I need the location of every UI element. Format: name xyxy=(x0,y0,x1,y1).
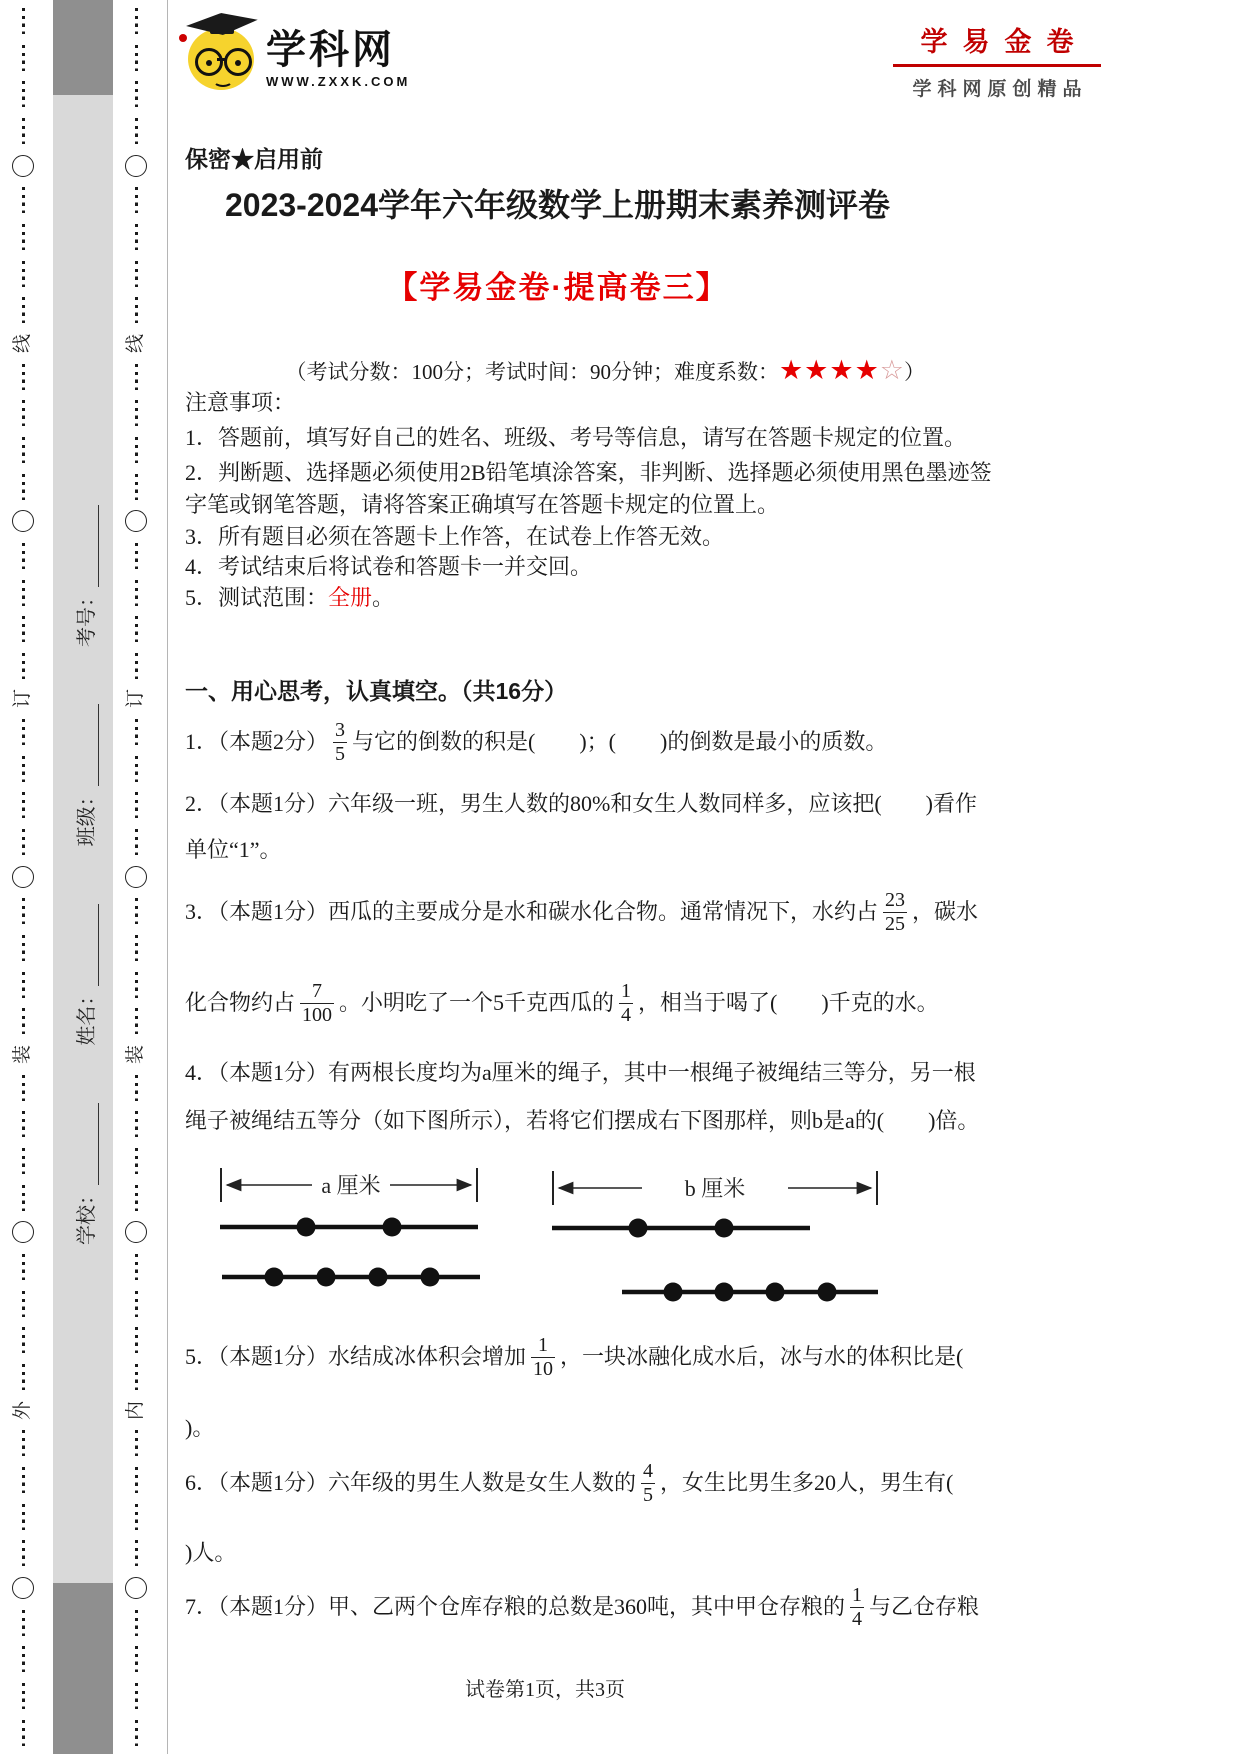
binding-dots xyxy=(135,1327,138,1353)
tassel-icon xyxy=(179,34,187,42)
school-field xyxy=(70,1103,99,1245)
binding-dots xyxy=(22,792,25,818)
binding-dots xyxy=(135,1291,138,1317)
question-4-line2: 绳子被绳结五等分（如下图所示），若将它们摆成右下图那样，则b是a的( )倍。 xyxy=(185,1108,980,1133)
binding-circle-icon xyxy=(125,866,147,888)
question-6-line2: )人。 xyxy=(185,1540,237,1565)
binding-dots xyxy=(22,1254,25,1280)
binding-dots xyxy=(22,1148,25,1174)
figure-a xyxy=(220,1168,480,1287)
q5-pre: 5．（本题1分）水结成冰体积会增加 xyxy=(185,1344,527,1369)
binding-dots xyxy=(22,474,25,500)
binding-dots xyxy=(22,1720,25,1746)
name-blank-line xyxy=(76,904,99,986)
binding-dots xyxy=(22,543,25,569)
binding-dots xyxy=(135,400,138,426)
binding-dots xyxy=(135,719,138,745)
binding-dots xyxy=(135,935,138,961)
binding-char: 线 xyxy=(125,333,147,353)
question-3-line2 xyxy=(185,975,939,1031)
smile-icon xyxy=(213,74,233,87)
binding-dots xyxy=(135,1364,138,1390)
fraction-1-10: $\frac{1}{10}$ xyxy=(533,1334,554,1380)
binding-dots xyxy=(135,792,138,818)
q1-post: 与它的倒数的积是( )；( )的倒数是最小的质数。 xyxy=(352,729,888,754)
binding-dots xyxy=(22,829,25,855)
binding-dots xyxy=(22,1075,25,1101)
note-2a: 2．判断题、选择题必须使用2B铅笔填涂答案，非判断、选择题必须使用黑色墨迹签 xyxy=(185,460,992,485)
seal-strip-dark-top xyxy=(53,0,113,95)
binding-dots xyxy=(22,297,25,323)
binding-circle-icon xyxy=(12,510,34,532)
binding-dots xyxy=(22,1185,25,1211)
q6-post: ，女生比男生多20人，男生有( xyxy=(660,1470,954,1495)
binding-dots xyxy=(22,1646,25,1672)
logo-name: 学科网 xyxy=(266,28,395,72)
name-label: 姓名： xyxy=(75,985,98,1046)
binding-circle-icon xyxy=(12,1221,34,1243)
binding-dots xyxy=(135,224,138,250)
binding-dots xyxy=(135,1504,138,1530)
q3-l2mid: 。小明吃了一个5千克西瓜的 xyxy=(339,990,615,1015)
binding-dots xyxy=(135,474,138,500)
exam-number-field xyxy=(70,505,99,647)
binding-dots xyxy=(135,81,138,107)
binding-circle-icon xyxy=(12,1577,34,1599)
binding-dots xyxy=(22,898,25,924)
q3-l2pre: 化合物约占 xyxy=(185,990,296,1015)
pupil-icon xyxy=(206,60,212,66)
binding-dots xyxy=(135,8,138,34)
banner-underline xyxy=(893,64,1101,67)
binding-dots xyxy=(135,187,138,213)
student-info-fields xyxy=(58,505,110,1245)
binding-char: 装 xyxy=(125,1045,147,1065)
zxxk-logo xyxy=(188,12,410,90)
binding-dots xyxy=(22,719,25,745)
binding-dots xyxy=(135,1254,138,1280)
page-title: 2023-2024学年六年级数学上册期末素养测评卷 xyxy=(224,187,891,223)
binding-dots xyxy=(22,118,25,144)
binding-dots xyxy=(135,364,138,390)
binding-dots xyxy=(22,45,25,71)
note-5 xyxy=(185,583,394,613)
binding-circle-icon xyxy=(125,1577,147,1599)
binding-dots xyxy=(22,1540,25,1566)
binding-char: 订 xyxy=(125,689,147,709)
question-5-line1 xyxy=(185,1329,963,1385)
logo-text xyxy=(266,30,410,89)
binding-dots xyxy=(22,1683,25,1709)
binding-dots xyxy=(22,1291,25,1317)
binding-circle-icon xyxy=(125,155,147,177)
binding-dots xyxy=(22,400,25,426)
binding-dots xyxy=(135,972,138,998)
binding-dots xyxy=(22,1610,25,1636)
class-blank-line xyxy=(76,704,99,786)
binding-dots xyxy=(22,1327,25,1353)
binding-dots xyxy=(135,898,138,924)
binding-dots xyxy=(135,1720,138,1746)
q3-pre: 3．（本题1分）西瓜的主要成分是水和碳水化合物。通常情况下，水约占 xyxy=(185,899,879,924)
binding-dots xyxy=(135,1075,138,1101)
exam-info-line xyxy=(185,330,1015,386)
q5-post: ，一块冰融化成水后，冰与水的体积比是( xyxy=(560,1344,964,1369)
q6-pre: 6．（本题1分）六年级的男生人数是女生人数的 xyxy=(185,1470,637,1495)
note-5-pre: 5．测试范围： xyxy=(185,585,329,610)
question-3-line1 xyxy=(185,884,978,940)
binding-dots xyxy=(22,653,25,679)
graduation-cap-top-icon xyxy=(210,24,234,34)
binding-dots xyxy=(135,1646,138,1672)
binding-dots xyxy=(135,1467,138,1493)
brand-banner xyxy=(893,20,1101,101)
fraction-3-5: $\frac{3}{5}$ xyxy=(335,719,346,765)
binding-circle-icon xyxy=(12,155,34,177)
q1-pre: 1．（本题2分） xyxy=(185,729,329,754)
binding-dots xyxy=(135,1111,138,1137)
q3-post: ，碳水 xyxy=(912,899,979,924)
exam-info-close: ） xyxy=(904,360,926,384)
binding-char: 内 xyxy=(125,1400,147,1420)
fraction-7-100: $\frac{7}{100}$ xyxy=(302,980,333,1026)
binding-dots xyxy=(22,1008,25,1034)
question-5-line2: )。 xyxy=(185,1415,215,1440)
fraction-1-4: $\frac{1}{4}$ xyxy=(852,1584,863,1630)
question-7-line1 xyxy=(185,1579,979,1635)
binding-dots xyxy=(135,118,138,144)
secure-label: 保密★启用前 xyxy=(185,146,323,172)
question-2-line2: 单位“1”。 xyxy=(185,837,282,862)
binding-dots xyxy=(22,81,25,107)
binding-dots xyxy=(135,616,138,642)
binding-dots xyxy=(22,580,25,606)
fraction-23-25: $\frac{23}{25}$ xyxy=(885,889,906,935)
school-label: 学校： xyxy=(75,1185,98,1245)
note-2b: 字笔或钢笔答题，请将答案正确填写在答题卡规定的位置上。 xyxy=(185,492,780,517)
binding-dots xyxy=(135,1148,138,1174)
note-4: 4．考试结束后将试卷和答题卡一并交回。 xyxy=(185,554,593,579)
binding-circle-icon xyxy=(12,866,34,888)
binding-dots xyxy=(22,972,25,998)
class-label: 班级： xyxy=(75,786,98,847)
binding-char: 线 xyxy=(12,333,34,353)
binding-dots xyxy=(22,1467,25,1493)
binding-dots xyxy=(135,437,138,463)
binding-dots xyxy=(135,1185,138,1211)
question-1 xyxy=(185,714,887,770)
binding-dots xyxy=(135,653,138,679)
binding-dots xyxy=(135,1683,138,1709)
binding-dots xyxy=(22,1430,25,1456)
logo-face-icon xyxy=(188,28,254,90)
glasses-bridge-icon xyxy=(217,58,225,61)
binding-dots xyxy=(135,1610,138,1636)
page-number: 试卷第1页，共3页 xyxy=(465,1679,625,1701)
binding-dots xyxy=(22,187,25,213)
binding-dots xyxy=(22,1111,25,1137)
binding-dots xyxy=(22,1364,25,1390)
fraction-1-4: $\frac{1}{4}$ xyxy=(621,980,632,1026)
label-b: b 厘米 xyxy=(684,1176,746,1201)
question-4-line1: 4．（本题1分）有两根长度均为a厘米的绳子，其中一根绳子被绳结三等分，另一根 xyxy=(185,1060,976,1085)
question-6-line1 xyxy=(185,1455,953,1511)
binding-line-outer xyxy=(10,0,36,1754)
page-border xyxy=(167,0,168,1754)
binding-dots xyxy=(135,1008,138,1034)
binding-dots xyxy=(22,616,25,642)
binding-dots xyxy=(135,297,138,323)
banner-title: 学易金卷 xyxy=(920,27,1089,57)
exam-info-text: （考试分数：100分；考试时间：90分钟；难度系数： xyxy=(285,360,779,384)
figure-b xyxy=(552,1171,878,1302)
binding-dots xyxy=(22,364,25,390)
q7-post: 与乙仓存粮 xyxy=(869,1594,980,1619)
binding-dots xyxy=(135,45,138,71)
logo-url: WWW.ZXXK.COM xyxy=(266,74,411,89)
binding-circle-icon xyxy=(125,510,147,532)
binding-dots xyxy=(22,935,25,961)
fraction-4-5: $\frac{4}{5}$ xyxy=(643,1460,654,1506)
glasses-right-icon xyxy=(224,48,252,76)
binding-dots xyxy=(22,1504,25,1530)
binding-char: 装 xyxy=(12,1045,34,1065)
note-5-scope: 全册 xyxy=(328,585,373,610)
exam-number-blank-line xyxy=(76,505,99,587)
note-1: 1．答题前，填写好自己的姓名、班级、考号等信息，请写在答题卡规定的位置。 xyxy=(185,425,967,450)
binding-dots xyxy=(135,829,138,855)
q7-pre: 7．（本题1分）甲、乙两个仓库存粮的总数是360吨，其中甲仓存粮的 xyxy=(185,1594,846,1619)
note-5-post: 。 xyxy=(372,585,395,610)
binding-line-inner xyxy=(123,0,149,1754)
star-empty-icon: ☆ xyxy=(879,355,905,385)
binding-dots xyxy=(135,580,138,606)
question-2-line1: 2．（本题1分）六年级一班，男生人数的80%和女生人数同样多，应该把( )看作 xyxy=(185,791,977,816)
school-blank-line xyxy=(76,1103,99,1185)
label-a: a 厘米 xyxy=(321,1173,381,1198)
glasses-left-icon xyxy=(195,48,223,76)
pupil-icon xyxy=(235,60,241,66)
section-1-heading: 一、用心思考，认真填空。（共16分） xyxy=(185,678,568,704)
binding-dots xyxy=(22,261,25,287)
binding-dots xyxy=(135,1430,138,1456)
notes-heading: 注意事项： xyxy=(185,390,296,415)
binding-dots xyxy=(135,756,138,782)
binding-dots xyxy=(135,261,138,287)
binding-dots xyxy=(22,756,25,782)
exam-number-label: 考号： xyxy=(75,587,98,648)
paper-subtitle: 【学易金卷·提高卷三】 xyxy=(386,270,729,305)
star-filled-icons: ★★★★ xyxy=(778,355,880,385)
rope-diagram xyxy=(200,1160,900,1320)
binding-dots xyxy=(135,543,138,569)
q3-l2post: ，相当于喝了( )千克的水。 xyxy=(638,990,939,1015)
name-field xyxy=(70,904,99,1046)
binding-char: 外 xyxy=(12,1400,34,1420)
class-field xyxy=(70,704,99,846)
seal-strip-dark-bottom xyxy=(53,1583,113,1754)
binding-dots xyxy=(22,8,25,34)
binding-dots xyxy=(22,437,25,463)
binding-dots xyxy=(135,1540,138,1566)
banner-subtitle: 学科网原创精品 xyxy=(912,79,1088,100)
note-3: 3．所有题目必须在答题卡上作答，在试卷上作答无效。 xyxy=(185,524,725,549)
binding-dots xyxy=(22,224,25,250)
binding-circle-icon xyxy=(125,1221,147,1243)
binding-char: 订 xyxy=(12,689,34,709)
